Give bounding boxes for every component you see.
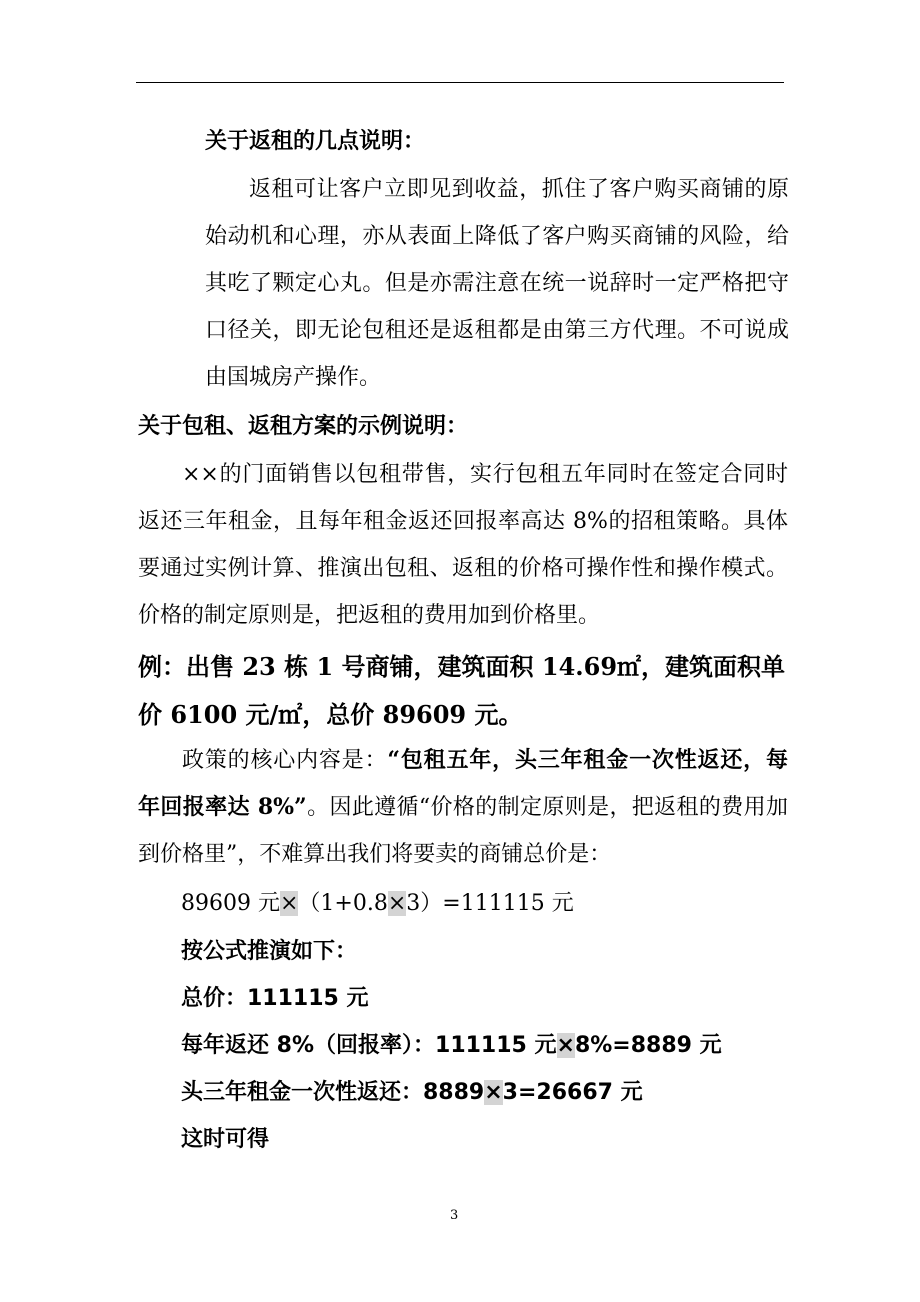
policy-paragraph — [138, 737, 788, 878]
derivation-then: 这时可得 — [181, 1127, 270, 1152]
paragraph-examples: ××的门面销售以包租带售，实行包租五年同时在签定合同时返还三年租金，且每年租金返还回报率高达 8%的招租策略。具体要通过实例计算、推演出包租、返租的价格可操作性和操作模式。价格的制定原则是，把返租的费用加到价格里。 — [138, 462, 788, 628]
multiply-sign: × — [279, 891, 299, 916]
policy-suffix: 。因此遵循“价格的制定原则是，把返租的费用加到价格里”，不难算出我们将要卖的商铺总价是： — [138, 795, 788, 867]
multiply-sign: × — [484, 1080, 503, 1105]
formula-line: 89609 元×（1+0.8×3）=111115 元 — [181, 891, 574, 916]
derivation — [181, 928, 831, 1163]
derivation-annual: 每年返还 8%（回报率）：111115 元×8%=8889 元 — [181, 1033, 722, 1058]
paragraph-return-rent: 返租可让客户立即见到收益，抓住了客户购买商铺的原始动机和心理，亦从表面上降低了客户购买商铺的风险，给其吃了颗定心丸。但是亦需注意在统一说辞时一定严格把守口径关，即无论包租还是返租都是由第三方代理。不可说成由国城房产操作。 — [205, 177, 789, 390]
section-heading-examples: 关于包租、返租方案的示例说明： — [138, 414, 469, 439]
derivation-total: 总价：111115 元 — [181, 986, 369, 1011]
page-number: 3 — [450, 1208, 459, 1223]
policy-core: “包租五年，头三年租金一次性返还，每年回报率达 8%” — [138, 747, 788, 820]
header-rule — [136, 82, 784, 83]
policy-prefix: 政策的核心内容是： — [182, 748, 388, 773]
multiply-sign: × — [387, 891, 407, 916]
derivation-three-years: 头三年租金一次性返还：8889×3=26667 元 — [181, 1080, 643, 1105]
multiply-sign: × — [556, 1033, 575, 1058]
section-heading-return-rent: 关于返租的几点说明： — [205, 129, 426, 154]
derivation-title: 按公式推演如下： — [181, 939, 358, 964]
example-statement: 例：出售 23 栋 1 号商铺，建筑面积 14.69㎡，建筑面积单价 6100 元/㎡，总价 89609 元。 — [138, 652, 786, 729]
